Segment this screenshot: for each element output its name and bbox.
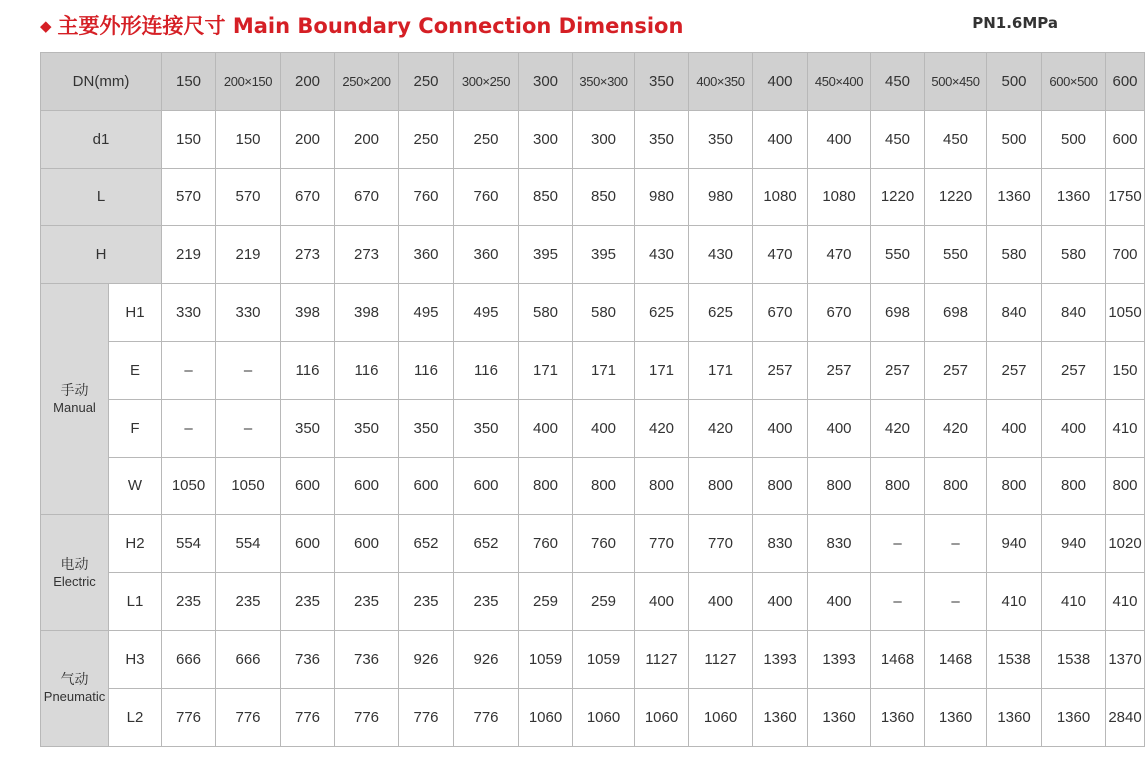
table-cell: 1360 xyxy=(808,688,871,746)
table-cell: 830 xyxy=(753,515,808,573)
table-cell: 1080 xyxy=(808,168,871,226)
table-cell: 420 xyxy=(871,399,925,457)
table-cell: 116 xyxy=(335,341,399,399)
table-cell: 470 xyxy=(753,226,808,284)
table-cell: 273 xyxy=(335,226,399,284)
table-cell: 940 xyxy=(987,515,1042,573)
row-label: H1 xyxy=(109,284,162,342)
table-cell: 150 xyxy=(216,110,281,168)
table-cell: – xyxy=(162,399,216,457)
table-cell: 235 xyxy=(454,573,519,631)
table-cell: 840 xyxy=(987,284,1042,342)
table-cell: 330 xyxy=(216,284,281,342)
table-cell: 257 xyxy=(987,341,1042,399)
table-cell: 776 xyxy=(454,688,519,746)
page-title xyxy=(40,10,683,40)
group-label-en: Manual xyxy=(53,400,96,416)
row-label: H2 xyxy=(109,515,162,573)
column-header: 500 xyxy=(987,53,1042,111)
table-cell: 1060 xyxy=(573,688,635,746)
table-cell: 259 xyxy=(519,573,573,631)
table-cell: 1360 xyxy=(1042,168,1106,226)
table-cell: 670 xyxy=(281,168,335,226)
row-label: H3 xyxy=(109,630,162,688)
column-header: 350×300 xyxy=(573,53,635,111)
table-cell: 800 xyxy=(1042,457,1106,515)
group-label xyxy=(41,515,109,631)
table-cell: 1393 xyxy=(808,630,871,688)
group-label-cn: 电动 xyxy=(60,555,89,572)
table-cell: 926 xyxy=(454,630,519,688)
table-cell: 400 xyxy=(753,573,808,631)
table-cell: 2840 xyxy=(1106,688,1145,746)
column-header: 200×150 xyxy=(216,53,281,111)
table-cell: 1393 xyxy=(753,630,808,688)
table-cell: 800 xyxy=(808,457,871,515)
table-cell: 398 xyxy=(335,284,399,342)
table-cell: 400 xyxy=(808,573,871,631)
table-cell: 1059 xyxy=(519,630,573,688)
table-cell: 776 xyxy=(399,688,454,746)
table-cell: 760 xyxy=(399,168,454,226)
table-cell: 430 xyxy=(635,226,689,284)
table-cell: 171 xyxy=(573,341,635,399)
table-cell: 350 xyxy=(399,399,454,457)
table-cell: 666 xyxy=(162,630,216,688)
table-cell: 273 xyxy=(281,226,335,284)
table-cell: 1059 xyxy=(573,630,635,688)
row-label: E xyxy=(109,341,162,399)
table-row xyxy=(41,573,1145,631)
table-cell: 600 xyxy=(335,515,399,573)
table-cell: 570 xyxy=(162,168,216,226)
table-cell: 150 xyxy=(1106,341,1145,399)
row-label: L1 xyxy=(109,573,162,631)
table-cell: – xyxy=(216,399,281,457)
table-cell: 1080 xyxy=(753,168,808,226)
table-cell: 330 xyxy=(162,284,216,342)
table-cell: 800 xyxy=(1106,457,1145,515)
table-cell: 398 xyxy=(281,284,335,342)
table-cell: 400 xyxy=(519,399,573,457)
table-cell: 1468 xyxy=(925,630,987,688)
table-cell: 116 xyxy=(399,341,454,399)
table-cell: 800 xyxy=(925,457,987,515)
table-cell: 400 xyxy=(753,110,808,168)
table-cell: 760 xyxy=(454,168,519,226)
table-cell: 257 xyxy=(871,341,925,399)
table-cell: 776 xyxy=(216,688,281,746)
table-cell: 1370 xyxy=(1106,630,1145,688)
table-cell: 450 xyxy=(871,110,925,168)
group-label-cn: 气动 xyxy=(60,671,89,688)
dimension-table xyxy=(40,52,1145,747)
column-header: 600 xyxy=(1106,53,1145,111)
table-cell: 1750 xyxy=(1106,168,1145,226)
table-cell: 600 xyxy=(454,457,519,515)
table-cell: 580 xyxy=(987,226,1042,284)
table-row xyxy=(41,399,1145,457)
table-cell: 410 xyxy=(1106,399,1145,457)
table-cell: 700 xyxy=(1106,226,1145,284)
table-cell: 116 xyxy=(454,341,519,399)
table-cell: 200 xyxy=(281,110,335,168)
column-header: 600×500 xyxy=(1042,53,1106,111)
row-label: F xyxy=(109,399,162,457)
table-row xyxy=(41,168,1145,226)
table-cell: 420 xyxy=(689,399,753,457)
row-label: H xyxy=(41,226,162,284)
table-cell: 580 xyxy=(573,284,635,342)
column-header: 350 xyxy=(635,53,689,111)
table-cell: 430 xyxy=(689,226,753,284)
table-cell: 776 xyxy=(281,688,335,746)
table-cell: 1360 xyxy=(987,688,1042,746)
column-header: 500×450 xyxy=(925,53,987,111)
table-cell: 350 xyxy=(335,399,399,457)
table-cell: 1050 xyxy=(216,457,281,515)
group-label xyxy=(41,284,109,515)
table-cell: 736 xyxy=(335,630,399,688)
table-cell: 550 xyxy=(925,226,987,284)
table-cell: 400 xyxy=(808,399,871,457)
table-cell: 1220 xyxy=(871,168,925,226)
table-cell: – xyxy=(925,573,987,631)
table-cell: 400 xyxy=(573,399,635,457)
table-cell: 800 xyxy=(573,457,635,515)
table-cell: 600 xyxy=(335,457,399,515)
table-cell: 235 xyxy=(399,573,454,631)
table-cell: 171 xyxy=(519,341,573,399)
table-cell: 250 xyxy=(454,110,519,168)
table-cell: 400 xyxy=(753,399,808,457)
table-cell: 698 xyxy=(925,284,987,342)
table-cell: 410 xyxy=(987,573,1042,631)
table-cell: 670 xyxy=(335,168,399,226)
table-cell: 300 xyxy=(519,110,573,168)
table-cell: 350 xyxy=(689,110,753,168)
table-cell: 600 xyxy=(281,515,335,573)
table-cell: 235 xyxy=(162,573,216,631)
table-cell: 1060 xyxy=(689,688,753,746)
table-cell: 1060 xyxy=(519,688,573,746)
table-cell: 1220 xyxy=(925,168,987,226)
table-cell: 580 xyxy=(1042,226,1106,284)
table-cell: – xyxy=(871,515,925,573)
table-cell: 652 xyxy=(399,515,454,573)
table-cell: 360 xyxy=(399,226,454,284)
column-header: 400 xyxy=(753,53,808,111)
table-cell: 1127 xyxy=(689,630,753,688)
table-cell: 625 xyxy=(635,284,689,342)
table-cell: 420 xyxy=(925,399,987,457)
table-cell: 450 xyxy=(925,110,987,168)
table-row xyxy=(41,341,1145,399)
table-cell: 800 xyxy=(519,457,573,515)
table-row xyxy=(41,630,1145,688)
table-cell: 300 xyxy=(573,110,635,168)
table-cell: 840 xyxy=(1042,284,1106,342)
table-cell: 580 xyxy=(519,284,573,342)
table-cell: 1050 xyxy=(1106,284,1145,342)
table-row xyxy=(41,515,1145,573)
table-cell: 980 xyxy=(689,168,753,226)
table-cell: 776 xyxy=(335,688,399,746)
table-cell: 940 xyxy=(1042,515,1106,573)
table-cell: 250 xyxy=(399,110,454,168)
table-cell: 235 xyxy=(216,573,281,631)
row-label: L xyxy=(41,168,162,226)
diamond-icon: ◆ xyxy=(40,17,52,35)
table-cell: 554 xyxy=(162,515,216,573)
table-row xyxy=(41,226,1145,284)
table-cell: 1360 xyxy=(987,168,1042,226)
row-label: W xyxy=(109,457,162,515)
table-cell: 850 xyxy=(519,168,573,226)
table-cell: 570 xyxy=(216,168,281,226)
table-cell: 200 xyxy=(335,110,399,168)
column-header: 450 xyxy=(871,53,925,111)
table-cell: 760 xyxy=(573,515,635,573)
table-cell: 736 xyxy=(281,630,335,688)
table-cell: 500 xyxy=(1042,110,1106,168)
row-label: d1 xyxy=(41,110,162,168)
column-header: 450×400 xyxy=(808,53,871,111)
group-label-cn: 手动 xyxy=(60,382,89,399)
table-cell: 1360 xyxy=(753,688,808,746)
table-cell: 235 xyxy=(335,573,399,631)
table-cell: 1360 xyxy=(871,688,925,746)
table-cell: 400 xyxy=(1042,399,1106,457)
table-cell: 235 xyxy=(281,573,335,631)
table-cell: 830 xyxy=(808,515,871,573)
column-header: 150 xyxy=(162,53,216,111)
column-header: 250 xyxy=(399,53,454,111)
column-header: 300×250 xyxy=(454,53,519,111)
column-header: 200 xyxy=(281,53,335,111)
table-row xyxy=(41,284,1145,342)
table-cell: 410 xyxy=(1042,573,1106,631)
table-cell: 400 xyxy=(635,573,689,631)
table-cell: 800 xyxy=(635,457,689,515)
table-cell: 1468 xyxy=(871,630,925,688)
table-cell: 257 xyxy=(1042,341,1106,399)
table-cell: 760 xyxy=(519,515,573,573)
table-cell: 400 xyxy=(808,110,871,168)
pressure-rating: PN1.6MPa xyxy=(972,14,1058,32)
table-cell: 926 xyxy=(399,630,454,688)
table-cell: 410 xyxy=(1106,573,1145,631)
table-cell: 395 xyxy=(519,226,573,284)
table-cell: 150 xyxy=(162,110,216,168)
table-cell: 470 xyxy=(808,226,871,284)
table-cell: 1020 xyxy=(1106,515,1145,573)
table-cell: 666 xyxy=(216,630,281,688)
group-label xyxy=(41,630,109,746)
table-cell: 350 xyxy=(281,399,335,457)
header-dn-label: DN(mm) xyxy=(41,53,162,111)
table-cell: 257 xyxy=(925,341,987,399)
table-cell: 800 xyxy=(689,457,753,515)
table-cell: 219 xyxy=(216,226,281,284)
table-cell: 554 xyxy=(216,515,281,573)
table-cell: – xyxy=(162,341,216,399)
table-cell: 1538 xyxy=(987,630,1042,688)
table-cell: 670 xyxy=(753,284,808,342)
table-cell: – xyxy=(216,341,281,399)
table-cell: 257 xyxy=(808,341,871,399)
table-cell: 259 xyxy=(573,573,635,631)
table-cell: 219 xyxy=(162,226,216,284)
table-cell: 1127 xyxy=(635,630,689,688)
table-cell: 495 xyxy=(399,284,454,342)
table-cell: 171 xyxy=(689,341,753,399)
row-label: L2 xyxy=(109,688,162,746)
table-cell: 350 xyxy=(454,399,519,457)
group-label-en: Electric xyxy=(53,573,96,589)
table-cell: 1050 xyxy=(162,457,216,515)
group-label-en: Pneumatic xyxy=(43,689,106,705)
column-header: 300 xyxy=(519,53,573,111)
table-cell: 800 xyxy=(753,457,808,515)
table-cell: 1060 xyxy=(635,688,689,746)
table-cell: 550 xyxy=(871,226,925,284)
table-cell: 350 xyxy=(635,110,689,168)
table-cell: 850 xyxy=(573,168,635,226)
table-cell: 776 xyxy=(162,688,216,746)
column-header: 250×200 xyxy=(335,53,399,111)
table-cell: 360 xyxy=(454,226,519,284)
table-cell: 652 xyxy=(454,515,519,573)
table-cell: 495 xyxy=(454,284,519,342)
table-cell: 800 xyxy=(871,457,925,515)
table-row xyxy=(41,110,1145,168)
table-cell: 600 xyxy=(399,457,454,515)
table-cell: 400 xyxy=(689,573,753,631)
table-row xyxy=(41,688,1145,746)
table-cell: 800 xyxy=(987,457,1042,515)
table-cell: 500 xyxy=(987,110,1042,168)
table-cell: 670 xyxy=(808,284,871,342)
table-cell: 1360 xyxy=(925,688,987,746)
table-header-row xyxy=(41,53,1145,111)
table-cell: 420 xyxy=(635,399,689,457)
table-cell: 600 xyxy=(1106,110,1145,168)
table-cell: – xyxy=(871,573,925,631)
table-row xyxy=(41,457,1145,515)
table-cell: – xyxy=(925,515,987,573)
table-cell: 1360 xyxy=(1042,688,1106,746)
table-cell: 1538 xyxy=(1042,630,1106,688)
table-cell: 770 xyxy=(689,515,753,573)
table-cell: 400 xyxy=(987,399,1042,457)
table-cell: 770 xyxy=(635,515,689,573)
column-header: 400×350 xyxy=(689,53,753,111)
table-cell: 116 xyxy=(281,341,335,399)
table-cell: 980 xyxy=(635,168,689,226)
table-cell: 698 xyxy=(871,284,925,342)
table-cell: 625 xyxy=(689,284,753,342)
table-cell: 257 xyxy=(753,341,808,399)
table-cell: 395 xyxy=(573,226,635,284)
title-text: 主要外形连接尺寸 Main Boundary Connection Dimension xyxy=(57,14,684,38)
table-cell: 600 xyxy=(281,457,335,515)
table-cell: 171 xyxy=(635,341,689,399)
